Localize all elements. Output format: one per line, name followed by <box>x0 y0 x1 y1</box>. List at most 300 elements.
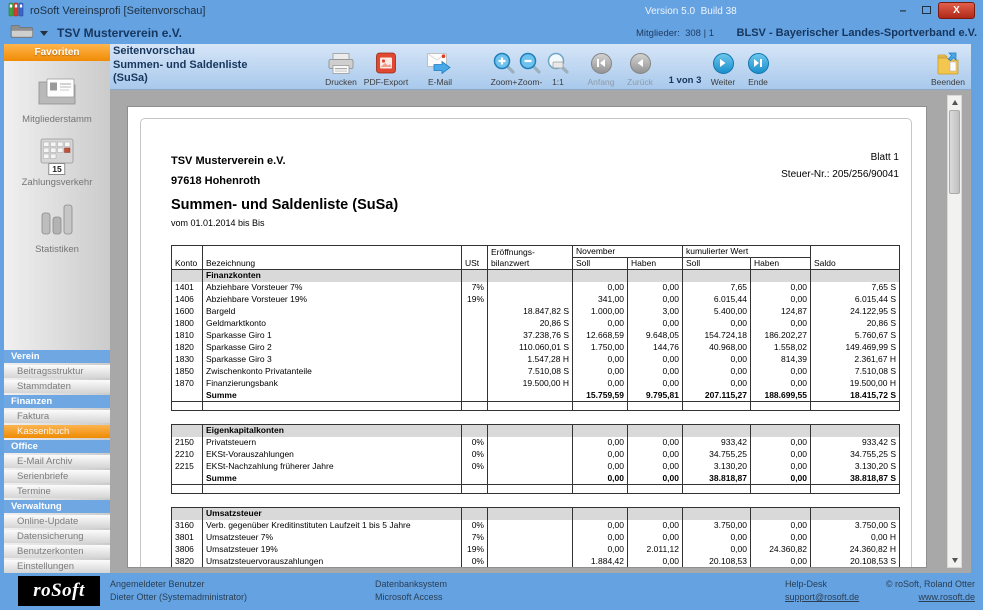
footer-database-block <box>375 578 447 604</box>
cell: Umsatzsteuer 19% <box>203 544 462 556</box>
cell <box>628 411 683 425</box>
cell: 18.847,82 S <box>488 306 573 318</box>
cell: 0,00 <box>573 378 628 390</box>
sec-title-row <box>172 270 900 282</box>
cell <box>462 378 488 390</box>
cell: 0% <box>462 556 488 568</box>
col-header-haben: Haben <box>628 258 683 270</box>
sidebar-header-favoriten: Favoriten <box>4 44 110 61</box>
sidebar-header-finanzen: Finanzen <box>4 395 110 408</box>
footer-copyright-block <box>886 578 975 604</box>
footer-help-label: Help-Desk <box>785 579 828 589</box>
cell: Verb. gegenüber Kreditinstituten Laufzeit 1 bis 5 Jahre <box>203 520 462 532</box>
preview-title-line1: Seitenvorschau <box>113 45 195 57</box>
table-row <box>172 556 900 568</box>
cell: 0,00 <box>573 520 628 532</box>
sec-title-row <box>172 508 900 520</box>
cell <box>172 390 203 402</box>
cell: 18.415,72 S <box>811 390 900 402</box>
cell: 0,00 <box>628 318 683 330</box>
cell <box>488 390 573 402</box>
email-button[interactable]: E-Mail <box>418 47 462 87</box>
cell <box>462 330 488 342</box>
cell: Finanzierungsbank <box>203 378 462 390</box>
cell: 20,86 S <box>811 318 900 330</box>
cell: 0,00 <box>683 318 751 330</box>
cell: Zwischenkonto Privatanteile <box>203 366 462 378</box>
cell <box>573 494 628 508</box>
sidebar-item-benutzerkonten[interactable]: Benutzerkonten <box>4 545 110 558</box>
col-header-eroeffnungsbilanzwert: Eröffnungs- bilanzwert <box>488 246 573 270</box>
cell: EKSt-Nachzahlung früherer Jahre <box>203 461 462 473</box>
cell: 0,00 <box>751 473 811 485</box>
previous-page-button[interactable]: Zurück <box>618 47 662 87</box>
table-row <box>172 449 900 461</box>
cell <box>488 544 573 556</box>
cell: 1810 <box>172 330 203 342</box>
cell <box>751 402 811 411</box>
cell: 6.015,44 <box>683 294 751 306</box>
cell <box>172 425 203 437</box>
cell <box>462 402 488 411</box>
cell <box>462 270 488 282</box>
cell: 0,00 <box>573 461 628 473</box>
cell: 9.795,81 <box>628 390 683 402</box>
cell: 3,00 <box>628 306 683 318</box>
exit-folder-icon <box>935 50 961 76</box>
window-title: roSoft Vereinsprofi [Seitenvorschau] <box>30 5 206 17</box>
report-table-body <box>172 270 900 568</box>
cell: 933,42 <box>683 437 751 449</box>
cell: 0,00 <box>628 366 683 378</box>
vertical-scrollbar[interactable] <box>947 95 962 568</box>
cell: 19.500,00 H <box>488 378 573 390</box>
cell: Sparkasse Giro 1 <box>203 330 462 342</box>
cell <box>203 494 462 508</box>
cell <box>683 494 751 508</box>
sidebar-item-beitragsstruktur[interactable]: Beitragsstruktur <box>4 365 110 378</box>
sidebar-item-statistiken[interactable] <box>4 201 110 255</box>
cell: 20.108,53 S <box>811 556 900 568</box>
cell <box>488 270 573 282</box>
cell <box>488 532 573 544</box>
cell: 341,00 <box>573 294 628 306</box>
cell <box>811 485 900 494</box>
cell <box>683 270 751 282</box>
zoom-out-button[interactable]: Zoom- <box>508 47 552 87</box>
cell: 3.750,00 <box>683 520 751 532</box>
website-link[interactable]: www.rosoft.de <box>918 592 975 602</box>
cell: 0,00 <box>683 532 751 544</box>
cell <box>488 294 573 306</box>
cell: 15.759,59 <box>573 390 628 402</box>
sidebar-item-email-archiv[interactable]: E-Mail Archiv <box>4 455 110 468</box>
sec-title-row <box>172 425 900 437</box>
cell: 19% <box>462 544 488 556</box>
cell: 0,00 <box>628 532 683 544</box>
cell: 0% <box>462 461 488 473</box>
print-button[interactable]: Drucken <box>319 47 363 87</box>
cell: 19% <box>462 294 488 306</box>
cell: 0% <box>462 437 488 449</box>
cell: 38.818,87 S <box>811 473 900 485</box>
cell: 7% <box>462 532 488 544</box>
cell <box>488 402 573 411</box>
cell: 814,39 <box>751 354 811 366</box>
footer-user-block <box>110 578 247 604</box>
cell: 34.755,25 S <box>811 449 900 461</box>
spacer-row <box>172 485 900 494</box>
cell: 0,00 <box>573 473 628 485</box>
report-page <box>128 107 926 567</box>
col-header-soll: Soll <box>573 258 628 270</box>
cell <box>811 494 900 508</box>
footer-helpdesk-block <box>785 578 859 604</box>
cell <box>488 411 573 425</box>
zoom-100-icon <box>546 50 570 76</box>
cell <box>462 485 488 494</box>
club-folder-icon[interactable] <box>10 23 34 44</box>
cell: 40.968,00 <box>683 342 751 354</box>
cell <box>172 411 203 425</box>
association-name: BLSV - Bayerischer Landes-Sportverband e.V. <box>736 27 977 39</box>
cell: 186.202,27 <box>751 330 811 342</box>
scrollbar-thumb[interactable] <box>949 110 960 194</box>
cell: 7,65 S <box>811 282 900 294</box>
cell: 20,86 S <box>488 318 573 330</box>
cell: 188.699,55 <box>751 390 811 402</box>
sidebar-header-verein: Verein <box>4 350 110 363</box>
pdf-export-button[interactable]: PDF-Export <box>364 47 408 87</box>
report-table-head <box>172 246 900 270</box>
previous-page-icon <box>630 50 651 76</box>
app-binders-icon <box>8 1 24 22</box>
sidebar-item-mitgliederstamm[interactable] <box>4 74 110 125</box>
cell: 1830 <box>172 354 203 366</box>
sidebar-item-einstellungen[interactable]: Einstellungen <box>4 560 110 573</box>
cell: Umsatzsteuer 7% <box>203 532 462 544</box>
col-header-kum-haben: Haben <box>751 258 811 270</box>
cell: 0,00 <box>751 437 811 449</box>
cell: 149.469,99 S <box>811 342 900 354</box>
cell <box>628 270 683 282</box>
sidebar-header-verwaltung: Verwaltung <box>4 500 110 513</box>
cell <box>811 508 900 520</box>
cell: 0,00 <box>628 378 683 390</box>
report-org-name: TSV Musterverein e.V. <box>171 155 286 167</box>
next-page-button[interactable]: Weiter <box>701 47 745 87</box>
cell: 0% <box>462 449 488 461</box>
minimize-button[interactable]: – <box>899 3 907 17</box>
cell: 3801 <box>172 532 203 544</box>
maximize-button[interactable] <box>916 0 936 20</box>
footer-user-label: Angemeldeter Benutzer <box>110 579 205 589</box>
cell: 7,65 <box>683 282 751 294</box>
cell: 0,00 <box>683 378 751 390</box>
calendar-icon <box>37 138 77 173</box>
table-row <box>172 318 900 330</box>
gap-row <box>172 411 900 425</box>
table-row <box>172 342 900 354</box>
cell: Umsatzsteuer <box>203 508 462 520</box>
scroll-down-arrow-icon[interactable] <box>948 554 961 567</box>
preview-title-line2: Summen- und Saldenliste <box>113 58 248 71</box>
cell: 0,00 <box>683 544 751 556</box>
cell: Bargeld <box>203 306 462 318</box>
cell <box>462 411 488 425</box>
cell: 0,00 <box>751 282 811 294</box>
cell: 2210 <box>172 449 203 461</box>
footer-db-label: Datenbanksystem <box>375 579 448 589</box>
cell: 933,42 S <box>811 437 900 449</box>
cell: 0,00 <box>628 449 683 461</box>
cell: 0,00 <box>751 366 811 378</box>
cell <box>203 411 462 425</box>
cell <box>751 508 811 520</box>
cell: 2150 <box>172 437 203 449</box>
cell: Abziehbare Vorsteuer 19% <box>203 294 462 306</box>
table-row <box>172 306 900 318</box>
table-row <box>172 366 900 378</box>
cell: 3.750,00 S <box>811 520 900 532</box>
cell: 0,00 <box>628 282 683 294</box>
cell <box>462 494 488 508</box>
cell <box>573 270 628 282</box>
cell: 7.510,08 S <box>811 366 900 378</box>
cell: 3820 <box>172 556 203 568</box>
cell: 0,00 <box>628 520 683 532</box>
cell <box>811 425 900 437</box>
cell: 0,00 <box>573 449 628 461</box>
cell: 0,00 <box>628 354 683 366</box>
close-button[interactable]: X <box>938 2 975 19</box>
cell: 1401 <box>172 282 203 294</box>
cell <box>488 494 573 508</box>
version-label: Version 5.0 Build 38 <box>645 5 737 17</box>
cell: 3.130,20 <box>683 461 751 473</box>
cell: 0% <box>462 520 488 532</box>
table-row <box>172 544 900 556</box>
report-period: vom 01.01.2014 bis Bis <box>171 218 265 228</box>
cell: 0,00 <box>751 449 811 461</box>
cell: Summe <box>203 473 462 485</box>
cell <box>488 282 573 294</box>
last-page-icon <box>748 50 769 76</box>
cell: 0,00 <box>573 532 628 544</box>
cell: 24.360,82 H <box>811 544 900 556</box>
cell <box>488 449 573 461</box>
cell: Summe <box>203 390 462 402</box>
cell <box>172 485 203 494</box>
cell: 20.108,53 <box>683 556 751 568</box>
bar-chart-icon <box>37 201 77 240</box>
cell <box>462 473 488 485</box>
cell <box>488 508 573 520</box>
cell <box>573 485 628 494</box>
cell: 0,00 <box>751 520 811 532</box>
preview-title <box>113 45 247 86</box>
cell: Umsatzsteuervorauszahlungen <box>203 556 462 568</box>
cell: 3806 <box>172 544 203 556</box>
cell: 1870 <box>172 378 203 390</box>
cell: 5.400,00 <box>683 306 751 318</box>
next-page-icon <box>713 50 734 76</box>
col-header-kum-soll: Soll <box>683 258 751 270</box>
email-icon <box>427 50 453 76</box>
cell: 34.755,25 <box>683 449 751 461</box>
cell <box>628 494 683 508</box>
cell: 207.115,27 <box>683 390 751 402</box>
sidebar-item-label: Zahlungsverkehr <box>21 177 93 188</box>
report-table-wrap <box>171 245 900 567</box>
report-org-city: 97618 Hohenroth <box>171 175 261 187</box>
first-page-button[interactable]: Anfang <box>579 47 623 87</box>
report-sheet-block <box>781 149 899 183</box>
cell <box>488 473 573 485</box>
cell: 9.648,05 <box>628 330 683 342</box>
cell: Finanzkonten <box>203 270 462 282</box>
zoom-in-button[interactable]: Zoom+ <box>482 47 526 87</box>
table-row <box>172 520 900 532</box>
preview-toolbar <box>110 44 971 90</box>
club-name: TSV Musterverein e.V. <box>57 26 182 40</box>
zoom-100-button[interactable]: 1:1 <box>536 47 580 87</box>
preview-title-line3: (SuSa) <box>113 72 148 84</box>
cell: 1800 <box>172 318 203 330</box>
cell: 2.361,67 H <box>811 354 900 366</box>
table-row <box>172 461 900 473</box>
cell: 0,00 <box>628 437 683 449</box>
cell <box>811 411 900 425</box>
cell: 0,00 <box>751 318 811 330</box>
footer-copyright: © roSoft, Roland Otter <box>885 579 975 589</box>
cell <box>751 270 811 282</box>
preview-area <box>110 90 971 573</box>
cell: 0,00 <box>573 437 628 449</box>
club-dropdown-caret-icon[interactable] <box>40 31 48 36</box>
cell: 1.884,42 <box>573 556 628 568</box>
table-row <box>172 330 900 342</box>
cell <box>811 270 900 282</box>
cell <box>203 485 462 494</box>
cell <box>751 425 811 437</box>
cell: 0,00 <box>573 354 628 366</box>
cell <box>683 425 751 437</box>
cell: 0,00 <box>628 461 683 473</box>
cell: 0,00 <box>751 294 811 306</box>
sidebar-header-office: Office <box>4 440 110 453</box>
footer-user-value: Dieter Otter (Systemadministrator) <box>110 592 248 602</box>
cell <box>683 411 751 425</box>
cell <box>573 402 628 411</box>
cell <box>172 494 203 508</box>
cell: 0,00 <box>751 461 811 473</box>
cell <box>573 411 628 425</box>
page-indicator: 1 von 3 <box>668 75 702 86</box>
cell: 7.510,08 S <box>488 366 573 378</box>
sidebar-item-serienbriefe[interactable]: Serienbriefe <box>4 470 110 483</box>
cell: 37.238,76 S <box>488 330 573 342</box>
table-row <box>172 294 900 306</box>
cell: 124,87 <box>751 306 811 318</box>
cell: Eigenkapitalkonten <box>203 425 462 437</box>
cell <box>488 461 573 473</box>
cell: 154.724,18 <box>683 330 751 342</box>
cell: 1600 <box>172 306 203 318</box>
cell <box>462 390 488 402</box>
titlebar <box>0 0 983 22</box>
sidebar-item-datensicherung[interactable]: Datensicherung <box>4 530 110 543</box>
cell <box>751 411 811 425</box>
cell: 0,00 <box>751 556 811 568</box>
cell: 7% <box>462 282 488 294</box>
table-row <box>172 532 900 544</box>
sidebar <box>4 44 110 573</box>
maximize-icon <box>922 6 931 14</box>
last-page-button[interactable]: Ende <box>736 47 780 87</box>
sidebar-item-kassenbuch[interactable]: Kassenbuch <box>4 425 110 438</box>
sidebar-item-stammdaten[interactable]: Stammdaten <box>4 380 110 393</box>
table-row <box>172 437 900 449</box>
cell: 3160 <box>172 520 203 532</box>
cell: 1.547,28 H <box>488 354 573 366</box>
cell <box>488 520 573 532</box>
col-header-bezeichnung: Bezeichnung <box>203 246 462 270</box>
support-email-link[interactable]: support@rosoft.de <box>785 592 860 602</box>
cell <box>462 425 488 437</box>
cell: 110.060,01 S <box>488 342 573 354</box>
cell: 38.818,87 <box>683 473 751 485</box>
cell <box>683 485 751 494</box>
cell: 0,00 <box>751 532 811 544</box>
cell: 0,00 <box>628 473 683 485</box>
cell: 2215 <box>172 461 203 473</box>
cell: 0,00 <box>573 366 628 378</box>
cell: Privatsteuern <box>203 437 462 449</box>
cell: 0,00 <box>573 318 628 330</box>
sidebar-groups <box>4 350 110 575</box>
sidebar-item-online-update[interactable]: Online-Update <box>4 515 110 528</box>
report-org-block <box>171 151 286 191</box>
cell: 6.015,44 S <box>811 294 900 306</box>
cell: 1850 <box>172 366 203 378</box>
cell: 1820 <box>172 342 203 354</box>
cell <box>172 508 203 520</box>
sidebar-item-faktura[interactable]: Faktura <box>4 410 110 423</box>
cell <box>462 366 488 378</box>
cell: 2.011,12 <box>628 544 683 556</box>
cell: 144,76 <box>628 342 683 354</box>
scroll-up-arrow-icon[interactable] <box>948 96 961 109</box>
footer-db-value: Microsoft Access <box>375 592 443 602</box>
cell <box>488 485 573 494</box>
table-row <box>172 282 900 294</box>
cell <box>628 402 683 411</box>
printer-icon <box>328 50 354 76</box>
cell <box>751 485 811 494</box>
report-tax-number: Steuer-Nr.: 205/256/90041 <box>781 169 899 180</box>
sidebar-item-zahlungsverkehr[interactable] <box>4 138 110 188</box>
cell: Abziehbare Vorsteuer 7% <box>203 282 462 294</box>
sidebar-item-termine[interactable]: Termine <box>4 485 110 498</box>
cell <box>811 402 900 411</box>
pdf-icon <box>375 50 397 76</box>
exit-button[interactable]: Beenden <box>923 47 973 87</box>
cell: 5.760,67 S <box>811 330 900 342</box>
cell <box>488 425 573 437</box>
cell: 0,00 <box>573 282 628 294</box>
spacer-row <box>172 402 900 411</box>
